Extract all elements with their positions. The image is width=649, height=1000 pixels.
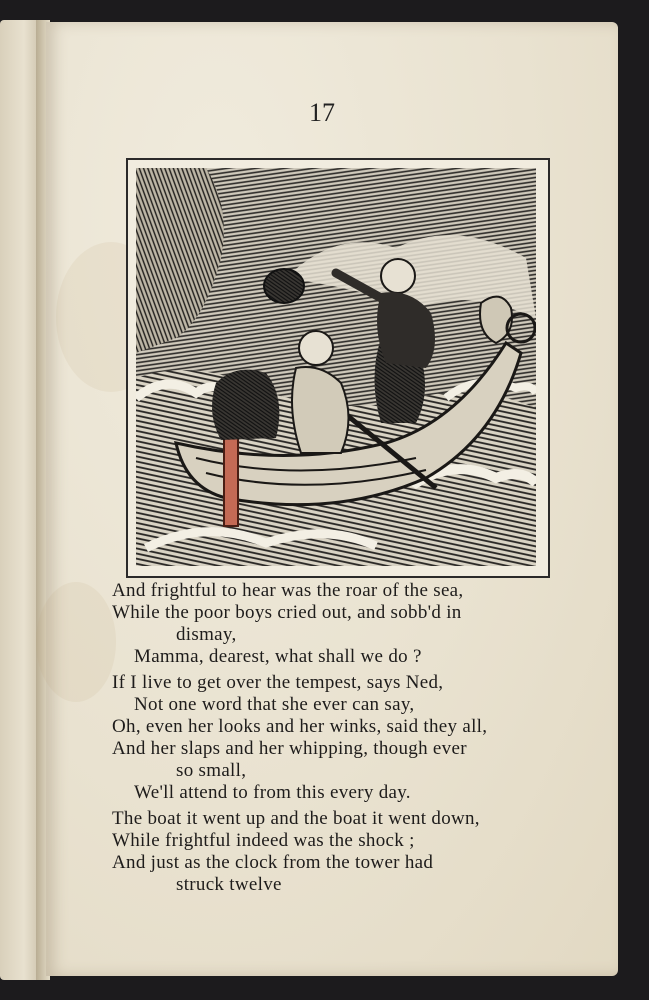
verse-line: While the poor boys cried out, and sobb'd in xyxy=(112,602,462,623)
woodcut-illustration xyxy=(126,158,550,578)
verse-line: Oh, even her looks and her winks, said they all, xyxy=(112,716,488,737)
verse-line: Not one word that she ever can say, xyxy=(134,694,415,715)
verse-line: While frightful indeed was the shock ; xyxy=(112,830,415,851)
boy-head xyxy=(381,259,415,293)
verse-line: And frightful to hear was the roar of the sea, xyxy=(112,580,464,601)
verse-line: Mamma, dearest, what shall we do ? xyxy=(134,646,422,667)
verse-line: We'll attend to from this every day. xyxy=(134,782,411,803)
verse-line: so small, xyxy=(176,760,247,781)
page-number: 17 xyxy=(309,98,335,127)
verse-line: If I live to get over the tempest, says Ned, xyxy=(112,672,444,693)
crouching-figure xyxy=(212,370,279,440)
paper-stain xyxy=(36,582,116,702)
verse-line: struck twelve xyxy=(176,874,282,895)
verse-line: The boat it went up and the boat it went down, xyxy=(112,808,480,829)
storm-boat-engraving xyxy=(136,168,536,566)
verse-line: And just as the clock from the tower had xyxy=(112,852,434,873)
left-page-edge xyxy=(0,20,40,980)
boy-head xyxy=(299,331,333,365)
red-post xyxy=(224,430,238,526)
flying-hat xyxy=(264,269,304,303)
book-page xyxy=(46,22,618,976)
verse-line: dismay, xyxy=(176,624,237,645)
poem-verse xyxy=(112,580,592,896)
verse-line: And her slaps and her whipping, though ever xyxy=(112,738,467,759)
